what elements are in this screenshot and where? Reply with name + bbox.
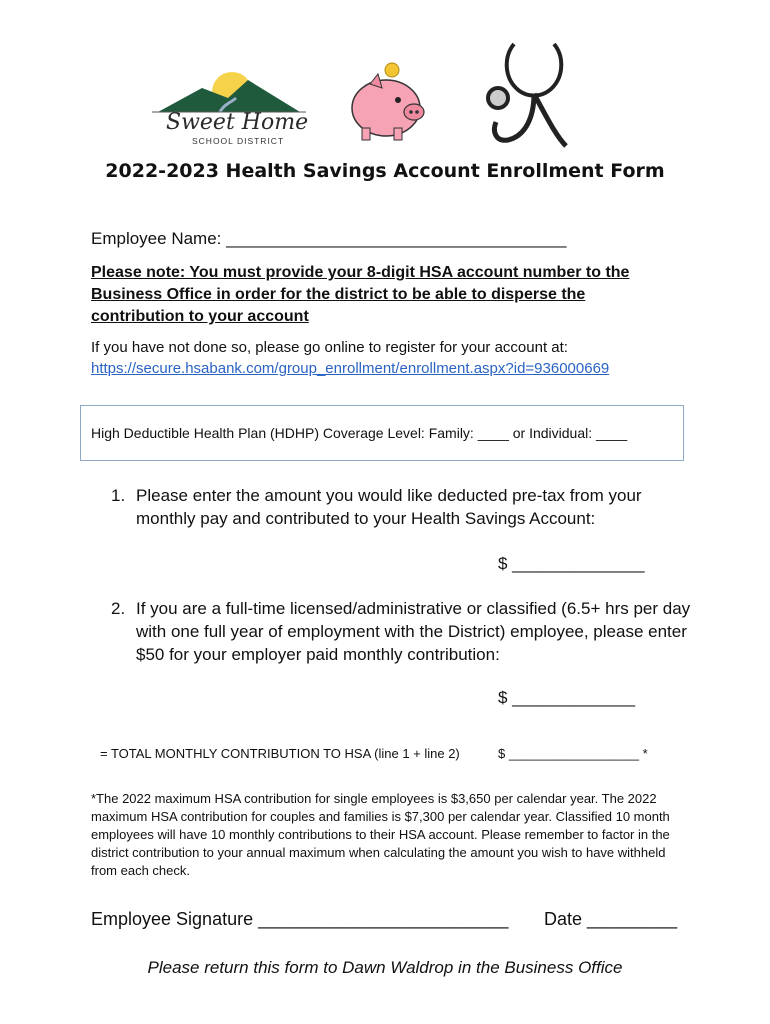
stethoscope-icon	[486, 36, 572, 158]
form-title: 2022-2023 Health Savings Account Enrollment Form	[105, 160, 665, 182]
enrollment-link[interactable]: https://secure.hsabank.com/group_enrollment/enrollment.aspx?id=936000669	[91, 360, 610, 377]
employee-name-field[interactable]: Employee Name: ____________________________________	[91, 229, 567, 248]
question-2-amount-field[interactable]: $ _____________	[498, 688, 636, 707]
piggy-bank-icon	[344, 62, 434, 144]
contribution-footnote: *The 2022 maximum HSA contribution for single employees is $3,650 per calendar year. The 2022 maximum HSA contribution for couples and families is $7,300 per calendar year. Classified 10 month employees will have 10 monthly contributions to their HSA account. Please remember to factor in the district contribution to your annual maximum when calculating the amount you wish to have withheld from each check.	[91, 791, 670, 878]
hdhp-coverage-field[interactable]: High Deductible Health Plan (HDHP) Coverage Level: Family: ____ or Individual: ____	[91, 425, 628, 441]
question-1-amount-field[interactable]: $ ______________	[498, 554, 645, 573]
total-label: = TOTAL MONTHLY CONTRIBUTION TO HSA (line 1 + line 2)	[100, 746, 460, 761]
hdhp-coverage-box	[80, 405, 684, 461]
register-text: If you have not done so, please go online to register for your account at:	[91, 339, 568, 356]
hsa-number-note: Please note: You must provide your 8-digit HSA account number to the Business Office in order for the district to be able to disperse the contribution to your account	[91, 264, 630, 325]
return-instructions: Please return this form to Dawn Waldrop in the Business Office	[147, 958, 623, 977]
date-field[interactable]: Date _________	[544, 909, 678, 929]
employee-signature-field[interactable]: Employee Signature _________________________	[91, 909, 509, 929]
total-amount-field[interactable]: $ __________________ *	[498, 746, 648, 761]
logo-subtitle: SCHOOL DISTRICT	[192, 136, 285, 146]
question-2-number: 2.	[111, 599, 126, 618]
district-logo	[150, 68, 310, 148]
question-1-text: Please enter the amount you would like deducted pre-tax from your monthly pay and contributed to your Health Savings Account:	[136, 486, 642, 528]
question-1-number: 1.	[111, 486, 126, 505]
question-2-text: If you are a full-time licensed/administrative or classified (6.5+ hrs per day with one full year of employment with the District) employee, please enter $50 for your employer paid monthly contribution:	[136, 599, 691, 664]
logo-name: Sweet Home	[166, 110, 309, 135]
